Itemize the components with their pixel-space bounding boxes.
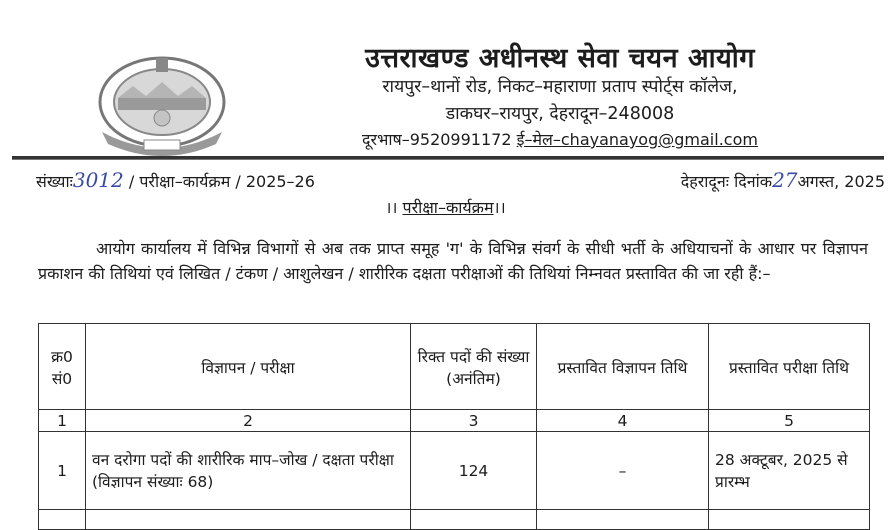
column-number: 4 [537, 410, 709, 432]
cell-vacancies: 124 [411, 432, 537, 510]
header-exam: विज्ञापन / परीक्षा [86, 324, 411, 410]
email-link[interactable]: ई–मेल–chayanayog@gmail.com [516, 130, 758, 149]
commission-logo [88, 52, 236, 156]
date-month-year: अगस्त, 2025 [797, 172, 885, 191]
cell-empty [411, 510, 537, 530]
reference-number [36, 168, 315, 192]
cell-empty [86, 510, 411, 530]
cell-empty [39, 510, 86, 530]
column-number-row [39, 410, 870, 432]
cell-empty [709, 510, 870, 530]
intro-text: आयोग कार्यालय में विभिन्न विभागों से अब तक प्राप्त समूह 'ग' के विभिन्न संवर्ग के सीधी भर्ती के अधियाचनों के आधार पर विज्ञापन प्रकाशन की तिथियां एवं लिखित / टंकण / आशुलेखन / शारीरिक दक्षता परीक्षाओं की तिथियां निम्नवत प्रस्तावित की जा रही हैं:– [38, 239, 868, 283]
header-vacancies: रिक्त पदों की संख्या (अनंतिम) [411, 324, 537, 410]
title-mark-right: ।। [493, 198, 506, 217]
exam-schedule-table [38, 323, 870, 530]
intro-paragraph [38, 236, 868, 286]
address-line-2: डाकघर–रायपुर, देहरादून–248008 [445, 104, 675, 124]
handwritten-day: 27 [772, 168, 798, 192]
header-advt-date: प्रस्तावित विज्ञापन तिथि [537, 324, 709, 410]
column-number: 3 [411, 410, 537, 432]
title-text: परीक्षा–कार्यक्रम [402, 198, 494, 217]
header-exam-date: प्रस्तावित परीक्षा तिथि [709, 324, 870, 410]
column-number: 5 [709, 410, 870, 432]
reference-prefix: संख्याः [36, 172, 73, 191]
table-row-partial [39, 510, 870, 530]
phone-number: दूरभाष–9520991172 [362, 130, 512, 149]
cell-exam: वन दरोगा पदों की शारीरिक माप–जोख / दक्षता परीक्षा (विज्ञापन संख्याः 68) [86, 432, 411, 510]
table-row [39, 432, 870, 510]
header-serial: क्र0 सं0 [39, 324, 86, 410]
address-line-1: रायपुर–थानों रोड, निकट–महाराणा प्रताप स्पोर्ट्स कॉलेज, [382, 77, 738, 97]
reference-suffix: / परीक्षा–कार्यक्रम / 2025–26 [123, 172, 315, 191]
cell-exam-date: 28 अक्टूबर, 2025 से प्रारम्भ [709, 432, 870, 510]
date-prefix: देहरादूनः दिनांक [680, 172, 773, 191]
table-header-row [39, 324, 870, 410]
cell-advt-date: – [537, 432, 709, 510]
contact-line [300, 128, 820, 150]
header-divider [12, 156, 884, 160]
organization-name: उत्तराखण्ड अधीनस्थ सेवा चयन आयोग [365, 43, 755, 74]
cell-empty [537, 510, 709, 530]
date-line [681, 168, 885, 192]
column-number: 1 [39, 410, 86, 432]
title-mark-left: ।। [385, 198, 403, 217]
column-number: 2 [86, 410, 411, 432]
handwritten-reference: 3012 [72, 168, 124, 192]
document-title [0, 196, 891, 218]
cell-serial: 1 [39, 432, 86, 510]
seal-emblem-icon [88, 52, 236, 156]
